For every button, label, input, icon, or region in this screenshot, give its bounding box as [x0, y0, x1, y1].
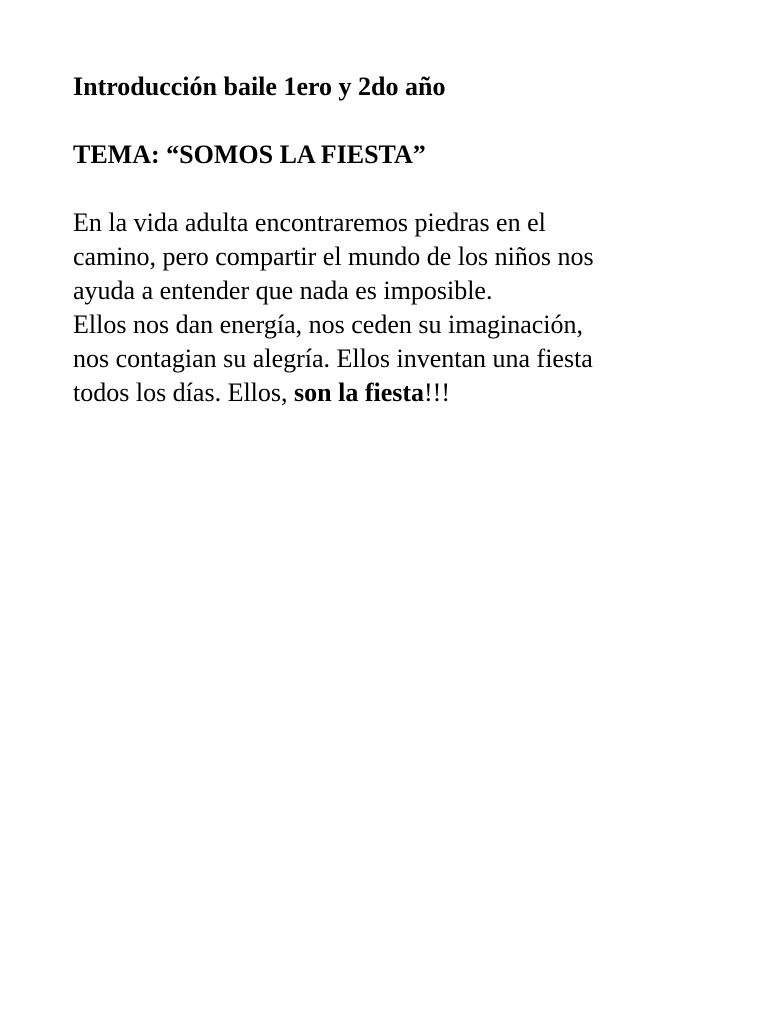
emphasis-son-la-fiesta: son la fiesta [294, 378, 425, 407]
paragraph-1-line-1: En la vida adulta encontraremos piedras en el [73, 208, 546, 237]
paragraph-2-line-1: Ellos nos dan energía, nos ceden su imaginación, [73, 310, 584, 339]
paragraph-2-line-3 [73, 376, 713, 410]
body-paragraph-1 [73, 206, 713, 308]
body-paragraph-2 [73, 308, 713, 410]
paragraph-2-line-2: nos contagian su alegría. Ellos inventan una fiesta [73, 344, 593, 373]
document-title: Introducción baile 1ero y 2do año [73, 72, 446, 101]
theme-heading: TEMA: “SOMOS LA FIESTA” [73, 140, 426, 169]
paragraph-1-line-2: camino, pero compartir el mundo de los niños nos [73, 242, 594, 271]
paragraph-2-line-3-prefix: todos los días. Ellos, [73, 378, 295, 407]
document-page [73, 70, 713, 410]
paragraph-2-line-3-suffix: !!! [424, 378, 450, 407]
paragraph-1-line-3: ayuda a entender que nada es imposible. [73, 276, 493, 305]
